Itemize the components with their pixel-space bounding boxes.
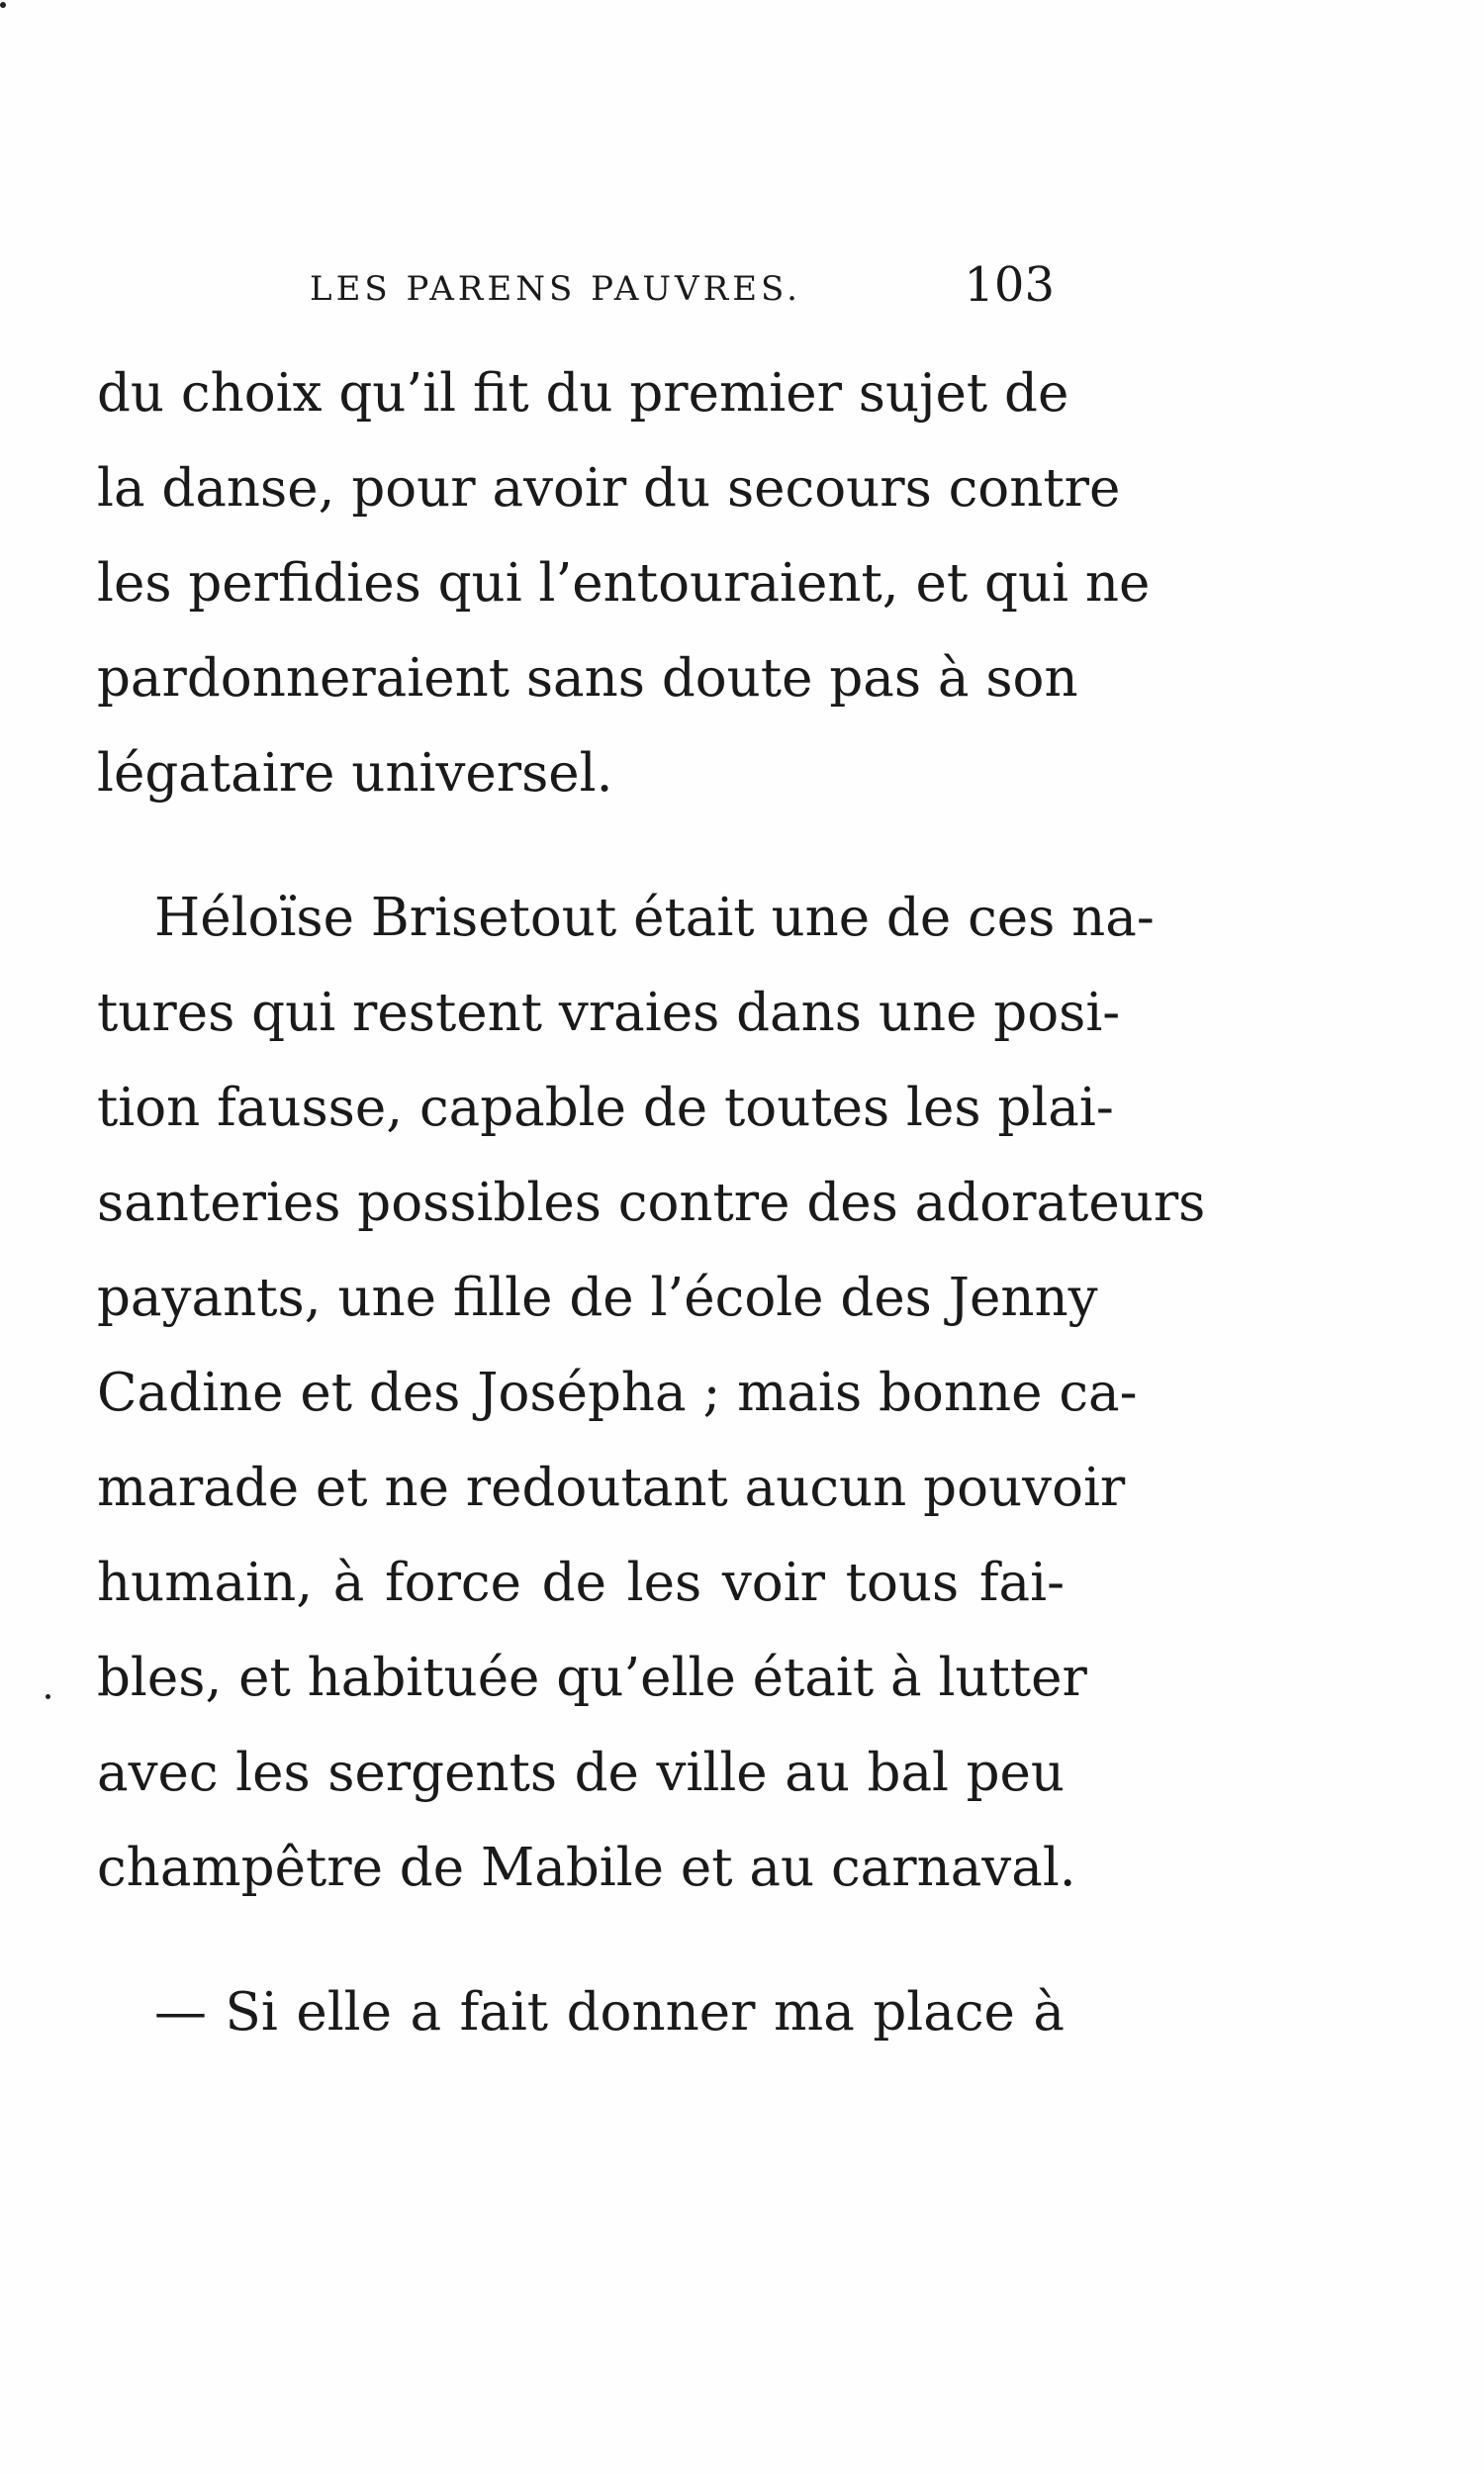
page-header — [97, 249, 1067, 313]
text-line: Héloïse Brisetout était une de ces na- — [154, 888, 1155, 948]
paper-speck — [46, 1694, 50, 1699]
text-line: avec les sergents de ville au bal peu — [97, 1743, 1065, 1803]
text-line: les perfidies qui l’entouraient, et qui ne — [97, 553, 1151, 614]
running-title: LES PARENS PAUVRES. — [310, 269, 801, 309]
text-line: pardonneraient sans doute pas à son — [97, 648, 1078, 709]
paper-speck — [0, 2, 6, 8]
paragraph — [97, 346, 1151, 821]
paragraph-gap — [97, 821, 1065, 871]
text-line: payants, une fille de l’école des Jenny — [97, 1268, 1098, 1328]
text-line: légataire universel. — [97, 743, 613, 804]
text-line: champêtre de Mabile et au carnaval. — [97, 1838, 1076, 1898]
text-line: bles, et habituée qu’elle était à lutter — [97, 1648, 1087, 1708]
text-line: tures qui restent vraies dans une posi- — [97, 983, 1121, 1043]
text-line: humain, à force de les voir tous fai- — [97, 1553, 1065, 1613]
paragraph-gap — [97, 1916, 1065, 1965]
text-line: santeries possibles contre des adorateurs — [97, 1173, 1206, 1233]
paragraph — [97, 871, 1206, 1916]
text-line: la danse, pour avoir du secours contre — [97, 458, 1121, 519]
paragraph — [97, 1965, 1065, 2060]
text-line: Cadine et des Josépha ; mais bonne ca- — [97, 1363, 1138, 1423]
text-line: tion fausse, capable de toutes les plai- — [97, 1078, 1114, 1138]
text-line: — Si elle a fait donner ma place à — [154, 1982, 1065, 2043]
text-line: marade et ne redoutant aucun pouvoir — [97, 1458, 1126, 1518]
text-line: du choix qu’il fit du premier sujet de — [97, 363, 1069, 424]
page-number: 103 — [964, 257, 1055, 313]
body-text — [97, 346, 1206, 2060]
